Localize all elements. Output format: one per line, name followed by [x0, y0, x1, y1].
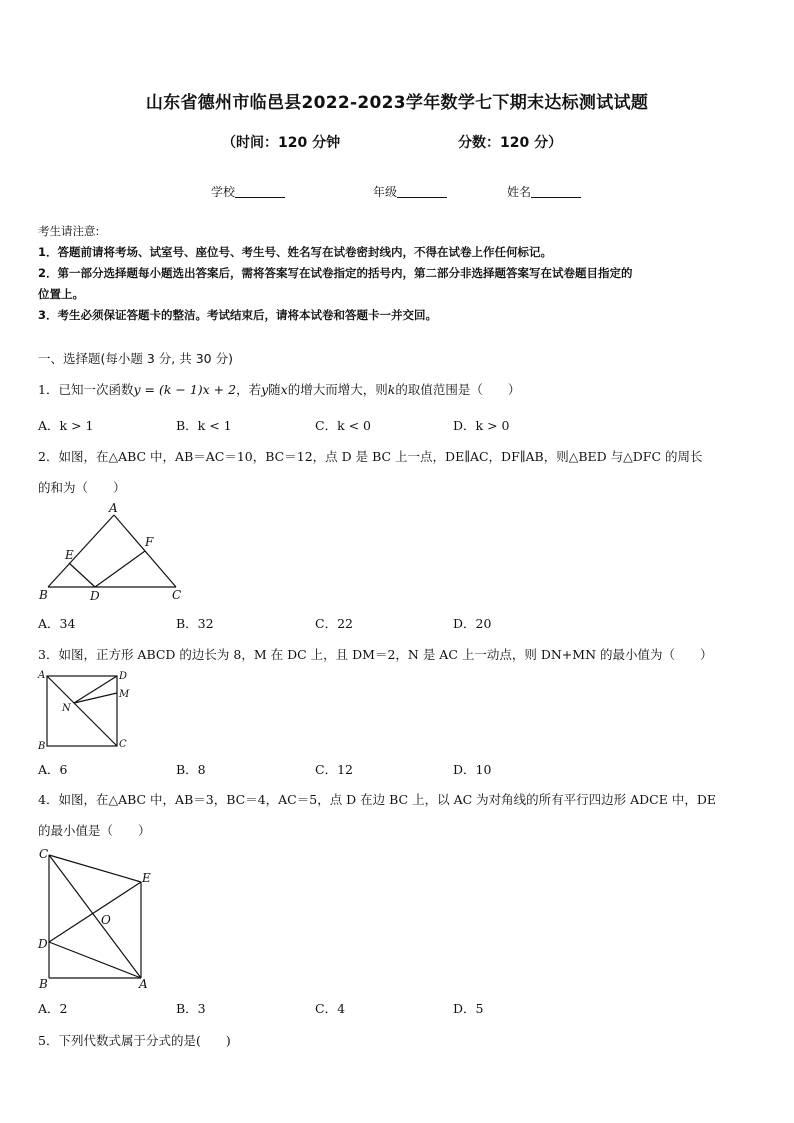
q2-text: 如图，在△ABC 中，AB＝AC＝10，BC＝12，点 D 是 BC 上一点，DE∥AC，DF∥AB，则△BED 与△DFC 的周长: [58, 449, 703, 464]
q4-option-d[interactable]: D．5: [453, 1001, 484, 1016]
label-c: C: [172, 588, 182, 602]
q1-text: 随: [268, 382, 281, 397]
label-d: D: [119, 671, 128, 682]
label-d: D: [90, 589, 100, 603]
segment-nd: [74, 676, 117, 703]
grade-field[interactable]: [373, 183, 447, 200]
q3-option-d[interactable]: D．10: [453, 762, 492, 777]
label-b: B: [38, 741, 46, 752]
label-d: D: [38, 937, 48, 951]
q1-num: 1．: [38, 382, 59, 397]
question-2: [38, 447, 703, 465]
label-e: E: [142, 871, 151, 885]
q2-option-c[interactable]: C．22: [315, 616, 353, 631]
question-1: [38, 380, 520, 398]
q1-text: 的取值范围是（ ）: [395, 382, 521, 397]
diagonal-ac: [47, 676, 117, 746]
question-2-cont: 的和为（ ）: [38, 480, 126, 495]
label-c: C: [39, 847, 49, 861]
question-5: [38, 1031, 231, 1049]
q3-figure: [36, 668, 136, 753]
q1-text: 的增大而增大，则: [287, 382, 388, 397]
q3-option-c[interactable]: C．12: [315, 762, 353, 777]
exam-score: 分数：120 分）: [458, 135, 563, 151]
q2-option-a[interactable]: A．34: [38, 616, 76, 631]
q3-option-b[interactable]: B．8: [176, 762, 206, 777]
grade-blank[interactable]: [397, 185, 447, 198]
question-3: [38, 645, 712, 663]
label-a: A: [38, 670, 46, 681]
label-b: B: [39, 977, 48, 991]
label-b: B: [39, 588, 48, 602]
diagonal-de: [49, 882, 141, 942]
school-field[interactable]: [211, 183, 285, 200]
label-f: F: [145, 535, 154, 549]
label-m: M: [119, 689, 130, 700]
q1-option-c[interactable]: C．k < 0: [315, 418, 372, 433]
q3-text: 如图，正方形 ABCD 的边长为 8，M 在 DC 上，且 DM＝2，N 是 AC 上一动点，则 DN+MN 的最小值为（ ）: [58, 647, 713, 662]
note-2: 2．第一部分选择题每小题选出答案后，需将答案写在试卷指定的括号内，第二部分非选择题答案写在试卷题目指定的: [38, 266, 633, 280]
note-3: 3．考生必须保证答题卡的整洁。考试结束后，请将本试卷和答题卡一并交回。: [38, 308, 437, 322]
label-a: A: [109, 501, 118, 515]
q3-option-a[interactable]: A．6: [38, 762, 68, 777]
q1-var: k: [387, 382, 396, 397]
page-title: 山东省德州市临邑县2022-2023学年数学七下期末达标测试试题: [145, 93, 649, 113]
segment-df: [95, 551, 145, 587]
name-blank[interactable]: [531, 185, 581, 198]
q2-option-d[interactable]: D．20: [453, 616, 492, 631]
q1-text: ，若: [236, 382, 262, 397]
name-field[interactable]: [507, 183, 581, 200]
segment-nm: [74, 693, 117, 703]
note-2-cont: 位置上。: [38, 287, 84, 301]
name-label: 姓名: [507, 185, 532, 199]
q1-option-b[interactable]: B．k < 1: [176, 418, 232, 433]
grade-label: 年级: [373, 185, 398, 199]
q5-text: 下列代数式属于分式的是( ): [58, 1033, 231, 1048]
segment-ce: [49, 855, 141, 882]
q4-text: 如图，在△ABC 中，AB＝3，BC＝4，AC＝5，点 D 在边 BC 上，以 AC 为对角线的所有平行四边形 ADCE 中，DE: [58, 792, 716, 807]
q4-option-a[interactable]: A．2: [38, 1001, 68, 1016]
label-o: O: [101, 913, 111, 927]
question-4: [38, 790, 716, 808]
notes-heading: 考生请注意:: [38, 224, 100, 238]
q1-text: 已知一次函数: [58, 382, 134, 397]
q1-var: x: [280, 382, 288, 397]
label-a: A: [139, 977, 148, 991]
school-blank[interactable]: [235, 185, 285, 198]
school-label: 学校: [211, 185, 236, 199]
q2-figure: [36, 500, 196, 605]
segment-ab: [48, 515, 114, 587]
q1-option-a[interactable]: A．k > 1: [38, 418, 94, 433]
q4-num: 4．: [38, 792, 59, 807]
q1-formula: y = (k − 1)x + 2: [133, 382, 237, 397]
segment-ed: [69, 563, 95, 587]
note-1: 1．答题前请将考场、试室号、座位号、考生号、姓名写在试卷密封线内，不得在试卷上作任何标记。: [38, 245, 552, 259]
label-c: C: [119, 739, 127, 750]
q5-num: 5．: [38, 1033, 59, 1048]
q4-option-b[interactable]: B．3: [176, 1001, 206, 1016]
q4-figure: [34, 843, 164, 993]
question-4-cont: 的最小值是（ ）: [38, 823, 151, 838]
q2-num: 2．: [38, 449, 59, 464]
q4-option-c[interactable]: C．4: [315, 1001, 346, 1016]
section-heading: 一、选择题(每小题 3 分, 共 30 分): [38, 351, 233, 366]
label-n: N: [62, 703, 71, 714]
exam-time: （时间：120 分钟: [222, 135, 341, 151]
q3-num: 3．: [38, 647, 59, 662]
q1-option-d[interactable]: D．k > 0: [453, 418, 510, 433]
label-e: E: [65, 548, 74, 562]
q1-var: y: [261, 382, 269, 397]
q2-option-b[interactable]: B．32: [176, 616, 214, 631]
